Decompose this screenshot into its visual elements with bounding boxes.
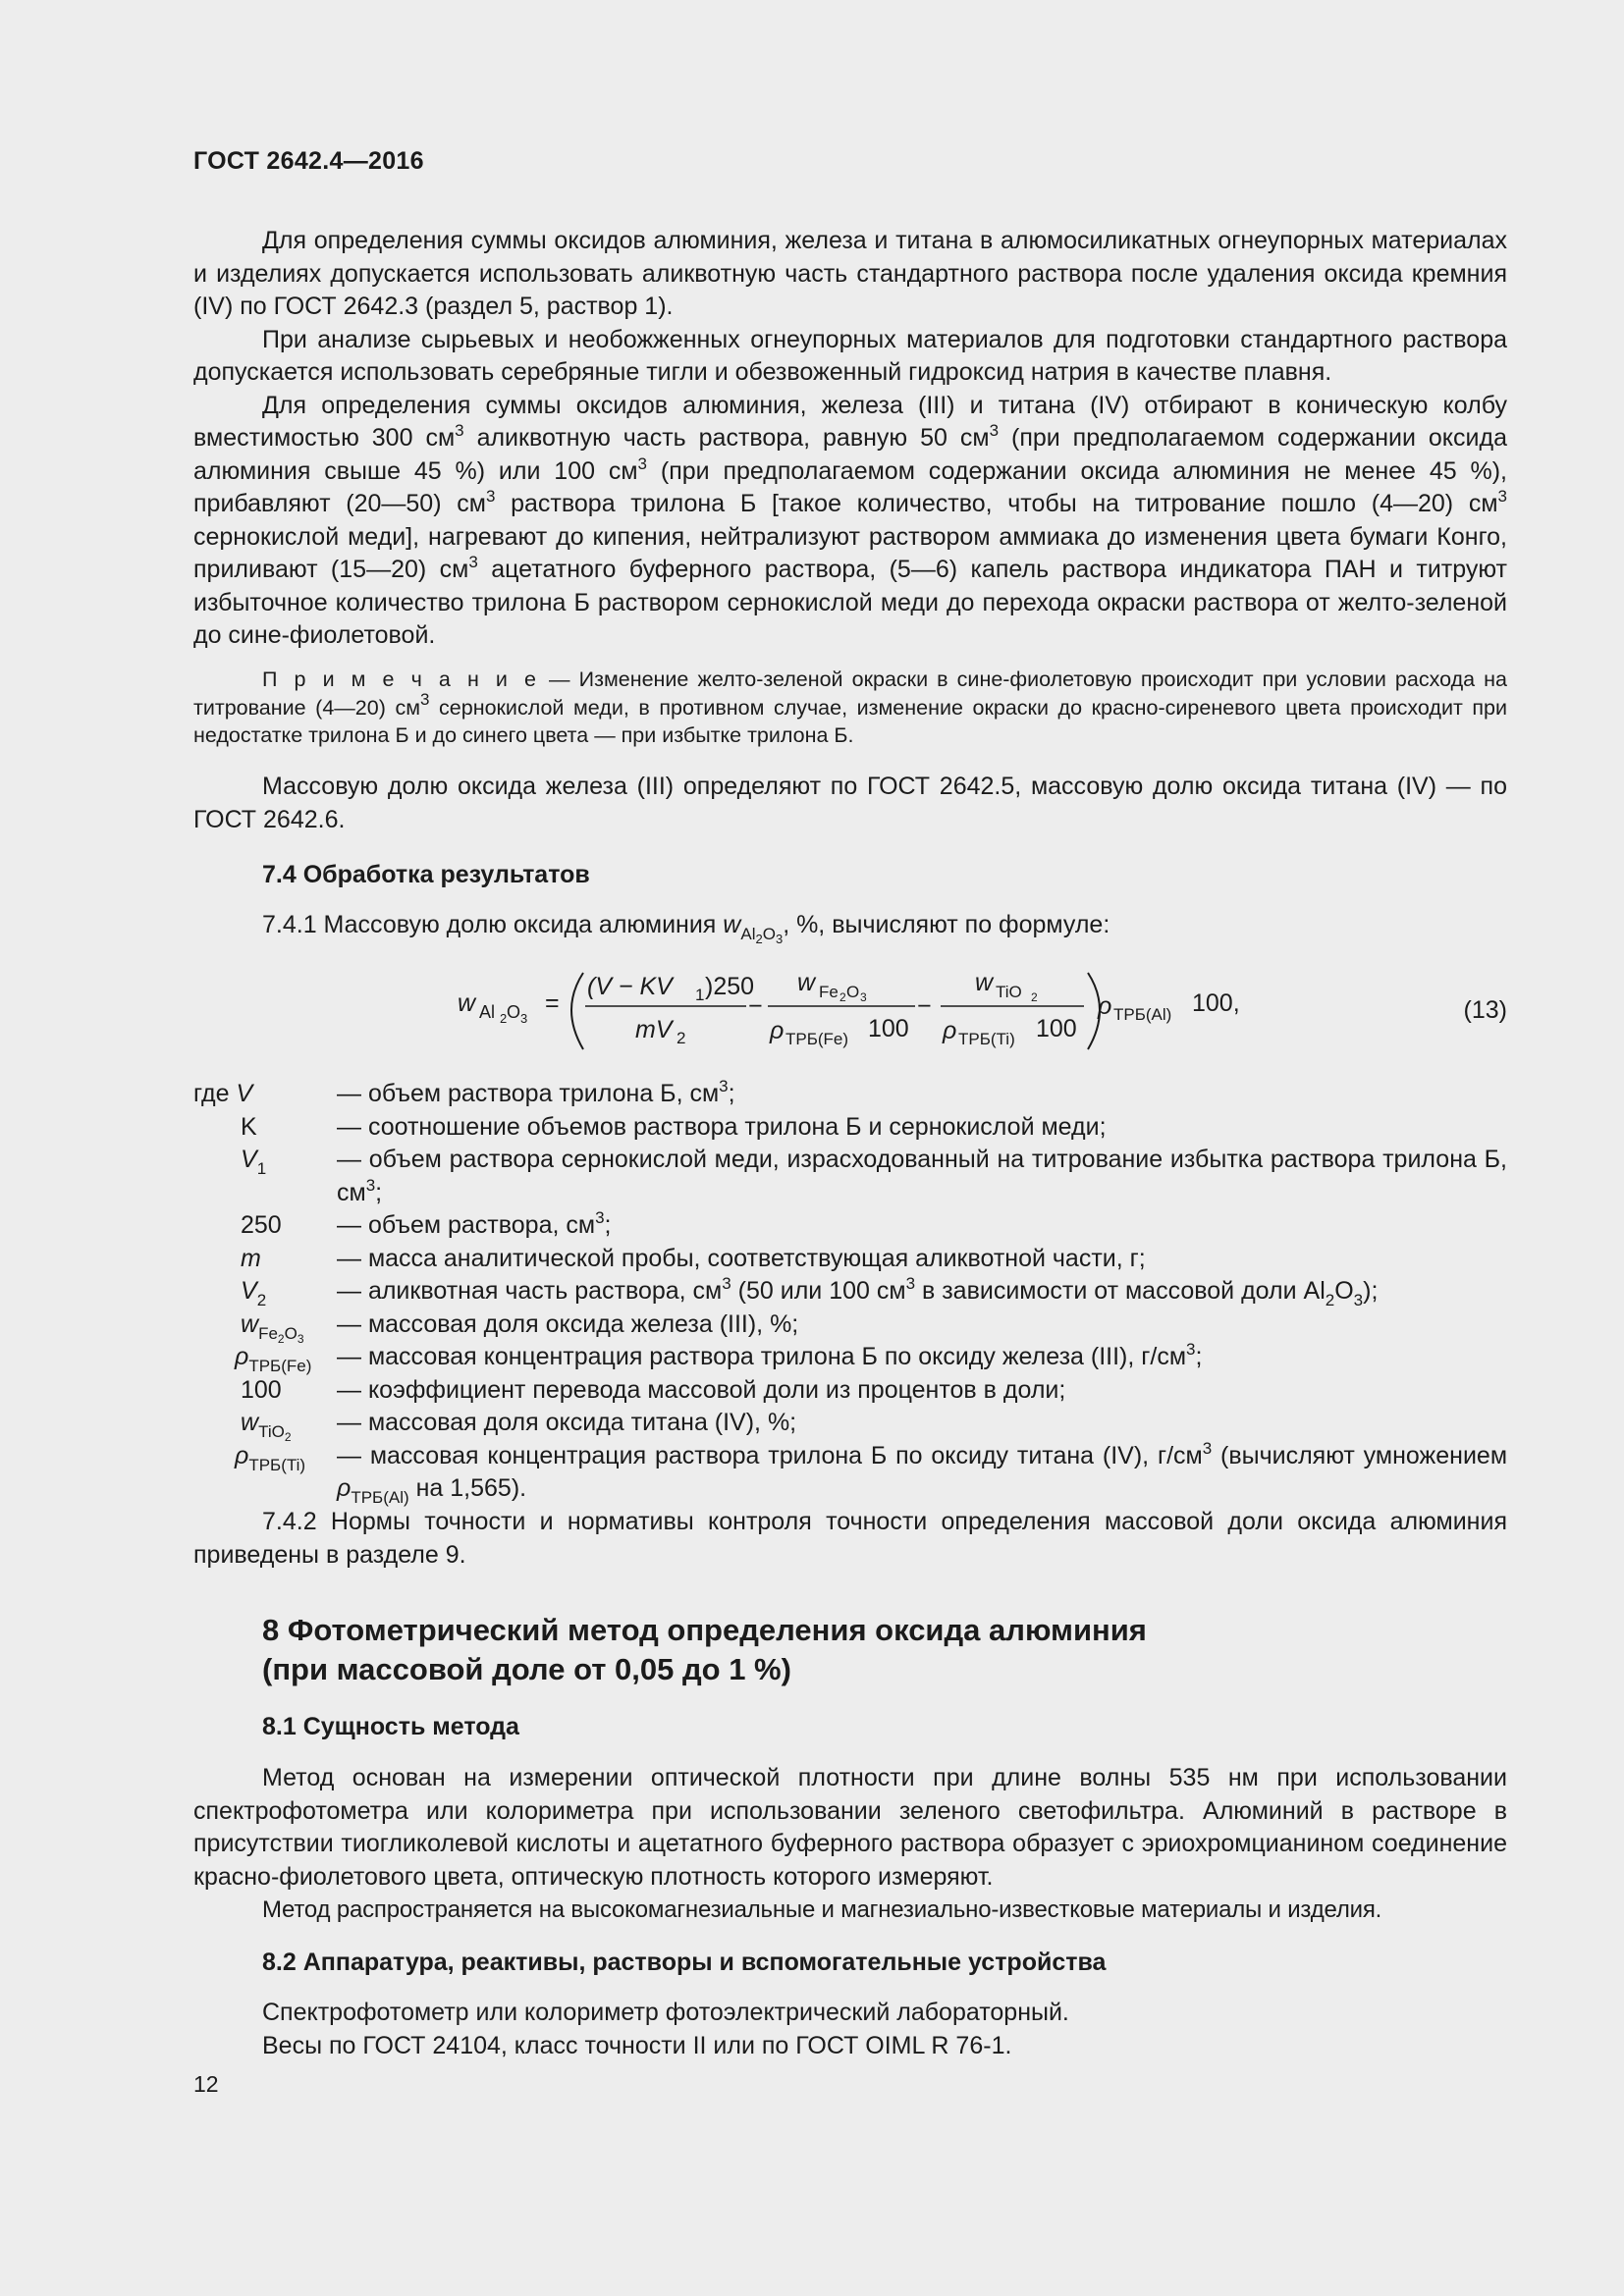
formula-w: w xyxy=(458,989,476,1017)
formula-equals: = xyxy=(545,989,560,1017)
paragraph-7-4-2: 7.4.2 Нормы точности и нормативы контроля точности определения массовой доли оксида алюминия приведены в разделе 9. xyxy=(193,1508,1507,1569)
symbol-legend xyxy=(193,1078,1507,1506)
legend-row: где V — объем раствора трилона Б, $см^3$; xyxy=(193,1077,735,1107)
frac1-num-b: )250 xyxy=(705,973,755,1000)
tail-rho-sub: ТРБ(Al) xyxy=(1113,1005,1172,1024)
legend-row: $w_{TiO_2}$ — массовая доля оксида титана (IV), %; xyxy=(241,1409,797,1444)
frac2-rho: ρ xyxy=(770,1017,785,1044)
intro-block xyxy=(193,225,1507,653)
paragraph-8-1-1: Метод основан на измерении оптической плотности при длине волны 535 нм при использовании спектрофотометра или колориметра при использовании зеленого светофильтра. Алюминий в растворе в присутствии тиогликолевой кислоты и ацетатного буферного раствора образует с эриохромцианином соединение красно-фиолетового цвета, оптическую плотность которого измеряют. xyxy=(193,1764,1507,1891)
frac3-rho: ρ xyxy=(943,1017,957,1044)
formula-sub-3: 3 xyxy=(520,1011,528,1026)
frac2-w: w xyxy=(797,969,816,996)
section-8-title: 8 Фотометрический метод определения оксида алюминия (при массовой доле от 0,05 до 1 %) xyxy=(262,1613,1147,1686)
note: П р и м е ч а н и е — Изменение желто-зеленой окраски в сине-фиолетовую происходит при условии расхода на титрование (4—20) $см^3$ сернокислой меди, в противном случае, изменение окраски до красно-сиреневого цвета происходит при недостатке трилона Б и до синего цвета — при избытке трилона Б. xyxy=(193,667,1507,747)
legend-row: $V_2$ — аликвотная часть раствора, $см^3$ (50 или 100 $см^3$ в зависимости от массовой доли $Al_2O_3$); xyxy=(241,1274,1379,1309)
paragraph-1: Для определения суммы оксидов алюминия, железа и титана в алюмосиликатных огнеупорных материалах и изделиях допускается использовать аликвотную часть стандартного раствора после удаления оксида кремния (IV) по ГОСТ 2642.3 (раздел 5, раствор 1). xyxy=(193,227,1507,320)
frac1-sub1: 1 xyxy=(695,986,705,1004)
paragraph-8-1-2: Метод распространяется на высокомагнезиальные и магнезиально-известковые материалы и изделия. xyxy=(262,1896,1382,1923)
minus-2: − xyxy=(917,992,932,1020)
frac2-sub-2: 2 xyxy=(839,990,846,1004)
paragraph-4: Массовую долю оксида железа (III) определяют по ГОСТ 2642.5, массовую долю оксида титана (IV) — по ГОСТ 2642.6. xyxy=(193,773,1507,833)
frac2-sub-3: 3 xyxy=(860,990,867,1004)
legend-row: m — масса аналитической пробы, соответствующая аликвотной части, г; xyxy=(241,1244,1146,1272)
frac1-den: mV xyxy=(635,1016,673,1043)
paragraph-2: При анализе сырьевых и необожженных огнеупорных материалов для подготовки стандартного раствора допускается использовать серебряные тигли и обезвоженный гидроксид натрия в качестве плавня. xyxy=(193,325,1507,386)
frac2-sub: Fe xyxy=(819,983,839,1001)
frac3-w: w xyxy=(975,969,994,996)
formula-13 xyxy=(0,967,1624,1055)
legend-row: 250 — объем раствора, $см^3$; xyxy=(241,1208,612,1239)
paragraph-3: Для определения суммы оксидов алюминия, железа (III) и титана (IV) отбирают в коническую колбу вместимостью 300 $см^3$ аликвотную часть раствора, равную 50 $см^3$ (при предполагаемом содержании оксида алюминия свыше 45 %) или 100 $см^3$ (при предполагаемом содержании оксида алюминия не менее 45 %), прибавляют (20—50) $см^3$ раствора трилона Б [такое количество, чтобы на титрование пошло (4—20) $см^3$ сернокислой меди], нагревают до кипения, нейтрализуют раствором аммиака до изменения цвета бумаги Конго, приливают (15—20) $см^3$ ацетатного буферного раствора, (5—6) капель раствора индикатора ПАН и титруют избыточное количество трилона Б раствором сернокислой меди до перехода окраски раствора от желто-зеленой до сине-фиолетовой. xyxy=(193,391,1508,649)
section-8-2-title: 8.2 Аппаратура, реактивы, растворы и вспомогательные устройства xyxy=(262,1949,1107,1976)
formula-sub-2: 2 xyxy=(500,1011,508,1026)
frac1-num: (V − KV xyxy=(587,973,673,1000)
formula-number: (13) xyxy=(1463,996,1507,1024)
frac3-hundred: 100 xyxy=(1036,1015,1077,1042)
section-8-2-body xyxy=(193,1997,1507,2062)
frac3-rho-sub: ТРБ(Ti) xyxy=(958,1030,1015,1048)
formula-w-sub-o: O xyxy=(507,1002,521,1022)
frac3-sub-2: 2 xyxy=(1031,990,1038,1004)
section-8-1-body xyxy=(193,1762,1507,1927)
section-7-4-title: 7.4 Обработка результатов xyxy=(262,861,590,888)
tail-hundred: 100, xyxy=(1192,989,1240,1017)
paragraph-7-4-1: 7.4.1 Массовую долю оксида алюминия $w_{Al_2O_3}$, %, вычисляют по формуле: xyxy=(262,911,1110,946)
page-number: 12 xyxy=(193,2071,219,2097)
minus-1: − xyxy=(748,992,763,1020)
paragraph-8-2-2: Весы по ГОСТ 24104, класс точности II или по ГОСТ OIML R 76-1. xyxy=(262,2031,1012,2059)
frac1-den-sub: 2 xyxy=(677,1029,686,1047)
legend-row: $\rho_{ТРБ(Ti)}$ — массовая концентрация раствора трилона Б по оксиду титана (IV), $г/см^3$ (вычисляют умножением $\rho_{ТРБ(Al)}$ на 1,565). xyxy=(235,1438,1508,1507)
section-8-1-title: 8.1 Сущность метода xyxy=(262,1713,519,1740)
left-paren xyxy=(571,973,583,1049)
legend-row: $w_{Fe_2O_3}$ — массовая доля оксида железа (III), %; xyxy=(241,1309,799,1346)
tail-rho: ρ xyxy=(1098,992,1112,1020)
legend-row: 100 — коэффициент перевода массовой доли из процентов в доли; xyxy=(241,1375,1066,1404)
formula-w-sub: Al xyxy=(479,1002,496,1022)
document-id-header: ГОСТ 2642.4—2016 xyxy=(193,147,424,175)
frac2-hundred: 100 xyxy=(868,1015,909,1042)
legend-row: $V_1$ — объем раствора сернокислой меди, израсходованный на титрование избытка раствора трилона Б, $см^3$; xyxy=(241,1146,1507,1206)
frac2-rho-sub: ТРБ(Fe) xyxy=(785,1030,849,1048)
frac2-sub-o: O xyxy=(846,983,860,1001)
legend-row: K — соотношение объемов раствора трилона Б и сернокислой меди; xyxy=(241,1112,1107,1141)
paragraph-8-2-1: Спектрофотометр или колориметр фотоэлектрический лабораторный. xyxy=(262,1999,1069,2026)
frac3-sub: TiO xyxy=(996,983,1022,1001)
legend-row: $\rho_{ТРБ(Fe)}$ — массовая концентрация раствора трилона Б по оксиду железа (III), $г/см^3$; xyxy=(235,1340,1203,1375)
